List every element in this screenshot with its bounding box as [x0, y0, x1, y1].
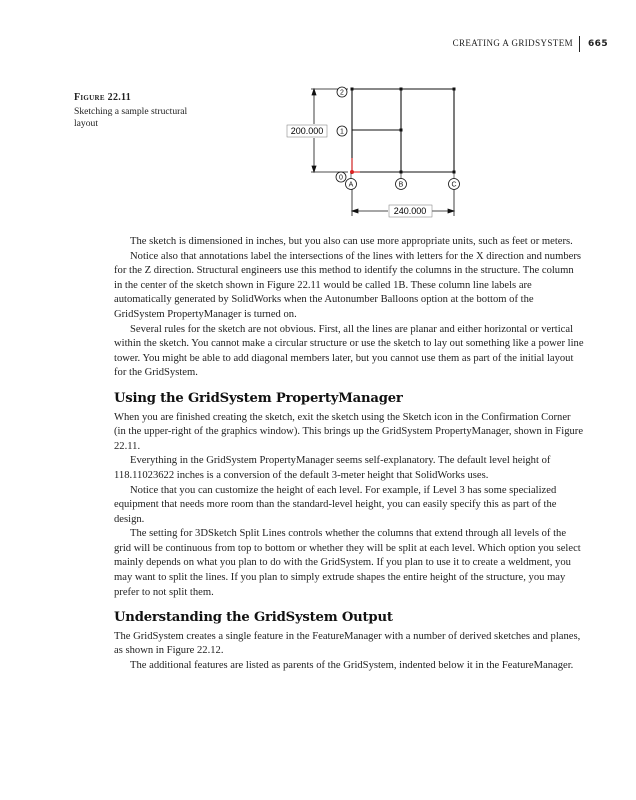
running-header	[453, 36, 608, 52]
paragraph: Several rules for the sketch are not obvious. First, all the lines are planar and either horizontal or vertical within the sketch. You cannot make a circular structure or use the sketch to lay out something like a power line tower. You might be able to add diagonal members later, but you cannot use them as part of the initial layout for the GridSystem.	[114, 323, 584, 379]
page-number: 665	[588, 39, 608, 50]
svg-text:1: 1	[340, 128, 344, 136]
svg-text:C: C	[451, 181, 457, 189]
paragraph: Everything in the GridSystem PropertyManager seems self-explanatory. The default level height of 118.11023622 inches is a conversion of the default 3-meter height that SolidWorks uses.	[114, 455, 551, 481]
figure-caption-text: Sketching a sample structural layout	[74, 106, 188, 129]
svg-text:A: A	[348, 181, 354, 189]
horizontal-dimension-label: 240.000	[393, 206, 427, 216]
vertical-dimension-label: 200.000	[290, 126, 324, 136]
figure-caption	[74, 92, 194, 130]
running-title: CREATING A GRIDSYSTEM	[452, 38, 573, 49]
svg-text:0: 0	[339, 174, 343, 182]
paragraph: The setting for 3DSketch Split Lines controls whether the columns that extend through all levels of the grid will be continuous from top to bottom or whether they will be split at each level. Which option you select mainly depends on what you plan to do with the GridSystem. If you plan to use it to create a weldment, you may want to split the lines. If you plan to simply extrude shapes the entire height of the structure, you may prefer to not split them.	[114, 528, 581, 598]
figure-label: Figure 22.11	[74, 92, 132, 103]
paragraph: The GridSystem creates a single feature in the FeatureManager with a number of derived sketches and planes, as shown in Figure 22.12.	[114, 630, 581, 657]
section-heading-output: Understanding the GridSystem Output	[114, 610, 393, 626]
svg-text:B: B	[398, 181, 404, 189]
paragraph: Notice that you can customize the height of each level. For example, if Level 3 has some specialized equipment that needs more room than the standard-level height, you can easily specify this as part of the design.	[114, 484, 557, 525]
grid-sketch-figure	[284, 80, 484, 222]
header-divider	[579, 36, 580, 52]
paragraph: The additional features are listed as parents of the GridSystem, indented below it in the FeatureManager.	[130, 660, 574, 672]
section-heading-propertymanager: Using the GridSystem PropertyManager	[114, 390, 403, 406]
paragraph: The sketch is dimensioned in inches, but you also can use more appropriate units, such as feet or meters.	[130, 236, 573, 247]
origin-point	[350, 170, 354, 174]
paragraph: When you are finished creating the sketch, exit the sketch using the Sketch icon in the Confirmation Corner (in the upper-right of the graphics window). This brings up the GridSystem PropertyManager, shown in Figure 22.11.	[114, 411, 584, 452]
svg-text:2: 2	[340, 89, 344, 97]
paragraph: Notice also that annotations label the intersections of the lines with letters for the X direction and numbers for the Z direction. Structural engineers use this method to identify the columns in the structure. The column in the center of the sketch shown in Figure 22.11 would be called 1B. These column line labels are automatically generated by SolidWorks when the Autonumber Balloons option at the bottom of the GridSystem PropertyManager is turned on.	[114, 250, 581, 320]
body-text	[114, 235, 584, 674]
